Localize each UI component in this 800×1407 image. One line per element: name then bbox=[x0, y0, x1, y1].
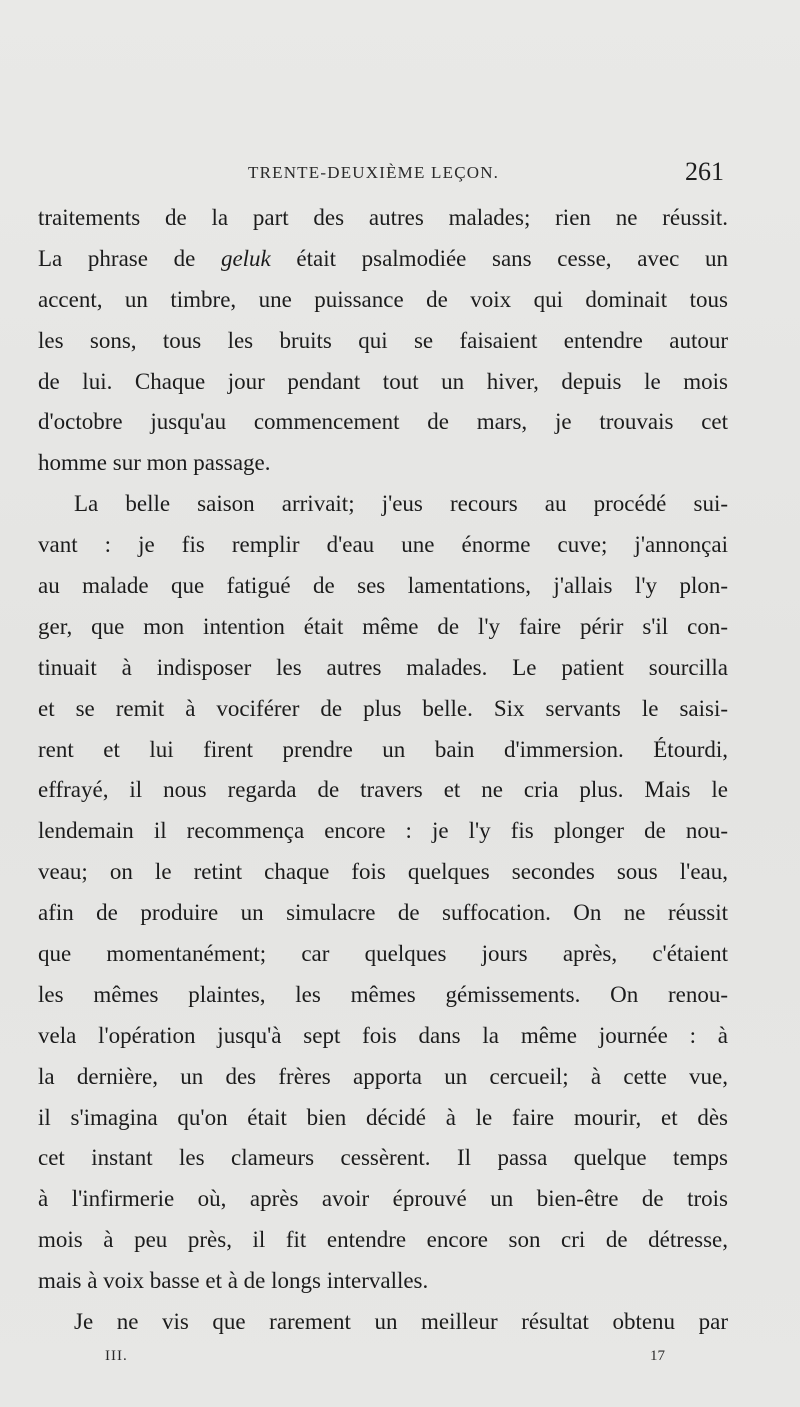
page-number: 261 bbox=[685, 157, 724, 186]
text-line: accent, un timbre, une puissance de voix qui dominait tous bbox=[38, 286, 728, 312]
paragraph-start-line: La belle saison arrivait; j'eus recours au procédé sui- bbox=[74, 491, 728, 517]
text-line: la dernière, un des frères apporta un cercueil; à cette vue, bbox=[38, 1063, 728, 1089]
text-line: vela l'opération jusqu'à sept fois dans la même journée : à bbox=[38, 1022, 728, 1048]
page-footer bbox=[105, 1348, 665, 1374]
text-line: vant : je fis remplir d'eau une énorme cuve; j'annonçai bbox=[38, 532, 728, 558]
running-head bbox=[40, 157, 730, 191]
text-line: rent et lui firent prendre un bain d'immersion. Étourdi, bbox=[38, 736, 728, 762]
text-line: effrayé, il nous regarda de travers et ne cria plus. Mais le bbox=[38, 777, 728, 803]
text-line: afin de produire un simulacre de suffocation. On ne réussit bbox=[38, 900, 728, 926]
text-line: à l'infirmerie où, après avoir éprouvé un bien-être de trois bbox=[38, 1186, 728, 1212]
text-line: traitements de la part des autres malades; rien ne réussit. bbox=[38, 205, 728, 230]
text-line: ger, que mon intention était même de l'y faire périr s'il con- bbox=[38, 613, 728, 639]
text-line: au malade que fatigué de ses lamentations, j'allais l'y plon- bbox=[38, 573, 728, 599]
text-line: La phrase de geluk était psalmodiée sans cesse, avec un bbox=[38, 245, 728, 271]
text-line: lendemain il recommença encore : je l'y fis plonger de nou- bbox=[38, 818, 728, 844]
text-line: les mêmes plaintes, les mêmes gémissements. On renou- bbox=[38, 981, 728, 1007]
text-line: homme sur mon passage. bbox=[38, 450, 271, 476]
text-line: veau; on le retint chaque fois quelques secondes sous l'eau, bbox=[38, 859, 728, 885]
italic-word: geluk bbox=[220, 245, 271, 271]
body-text bbox=[38, 198, 728, 1343]
text-line: mais à voix basse et à de longs intervalles. bbox=[38, 1268, 429, 1294]
signature-number: 17 bbox=[650, 1348, 665, 1364]
text-line: de lui. Chaque jour pendant tout un hiver, depuis le mois bbox=[38, 368, 728, 394]
text-line: d'octobre jusqu'au commencement de mars, je trouvais cet bbox=[38, 409, 728, 435]
text-line: il s'imagina qu'on était bien décidé à le faire mourir, et dès bbox=[38, 1104, 728, 1130]
text-line: cet instant les clameurs cessèrent. Il passa quelque temps bbox=[38, 1145, 728, 1171]
text-line: tinuait à indisposer les autres malades. Le patient sourcilla bbox=[38, 654, 728, 680]
text-line: et se remit à vociférer de plus belle. Six servants le saisi- bbox=[38, 695, 728, 721]
running-title: TRENTE-DEUXIÈME LEÇON. bbox=[248, 163, 500, 182]
text-line: mois à peu près, il fit entendre encore son cri de détresse, bbox=[38, 1227, 728, 1253]
signature-mark: III. bbox=[105, 1348, 128, 1364]
text-line: que momentanément; car quelques jours après, c'étaient bbox=[38, 941, 728, 967]
text-line: les sons, tous les bruits qui se faisaient entendre autour bbox=[38, 327, 728, 353]
paragraph-start-line: Je ne vis que rarement un meilleur résultat obtenu par bbox=[74, 1309, 728, 1335]
